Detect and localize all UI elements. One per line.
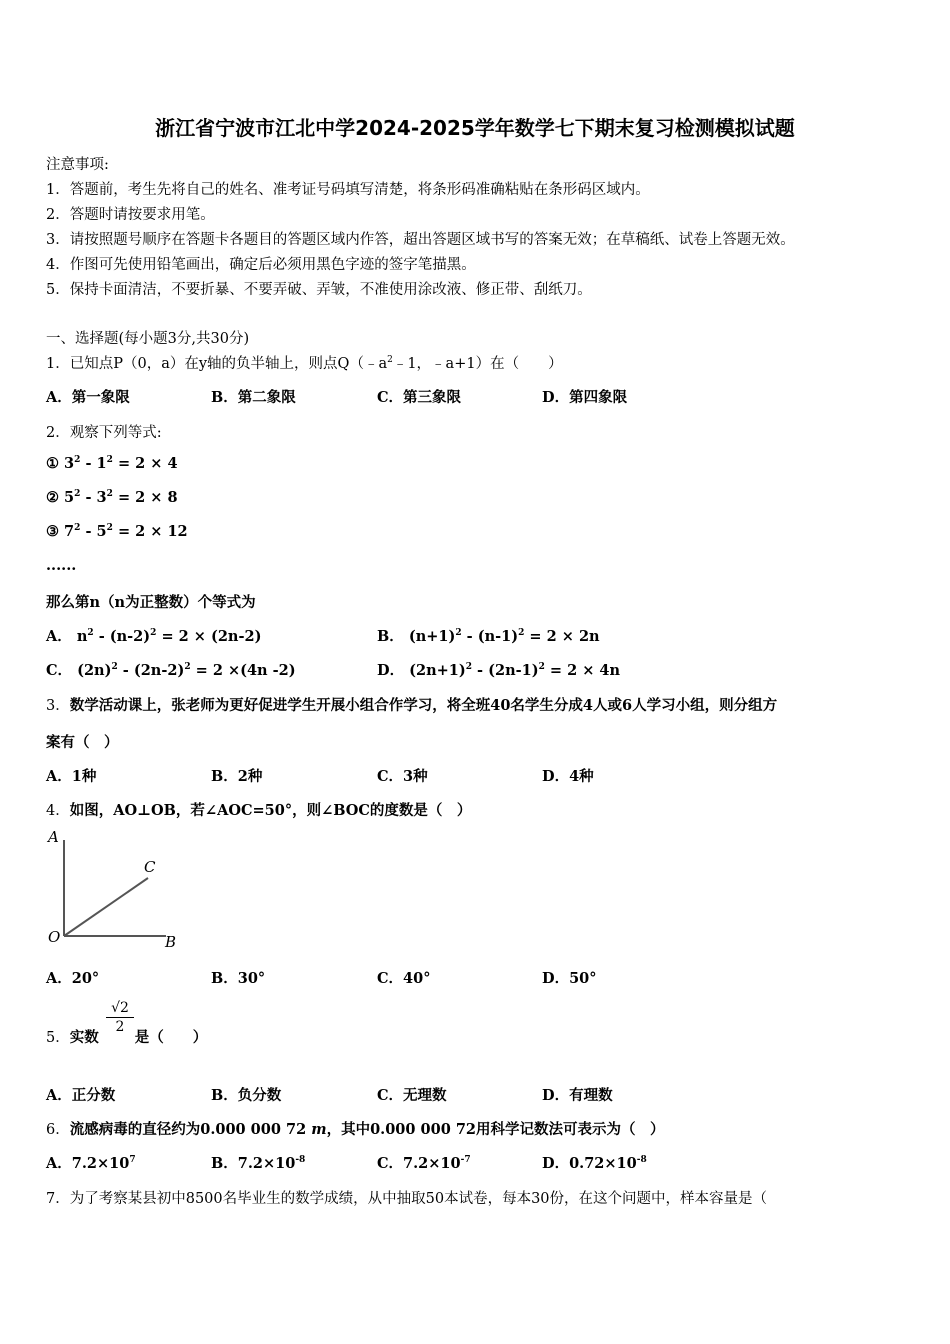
question-number: 7． [46,1191,70,1207]
notice-item-3: 3．请按照题号顺序在答题卡各题目的答题区域内作答，超出答题区域书写的答案无效；在草稿纸、试卷上答题无效。 [46,232,795,248]
q2-option-c [46,659,296,680]
eq-part: ② 5 [46,489,75,506]
q1-option-c: C．第三象限 [377,389,462,406]
exponent: 2 [150,628,157,638]
eq-part: ① 3 [46,455,75,472]
exponent: 2 [106,523,113,533]
exponent: 2 [106,455,113,465]
fraction-denominator: 2 [115,1019,125,1035]
eq-part: = 2 × 4 [112,455,178,472]
eq-part: = 2 × 2n [524,628,600,645]
q3-option-c: C．3种 [377,768,428,785]
option-label: D． [377,662,405,679]
question-number: 1． [46,356,70,372]
label-c: C [144,858,156,876]
q4-option-d: D．50° [542,970,597,987]
question-stem: 数学活动课上，张老师为更好促进学生开展小组合作学习，将全班40名学生分成4人或6人学习小组，则分组方 [69,697,778,714]
exponent: 2 [538,662,545,672]
option-label: A． [46,628,72,645]
q2-option-b [377,625,600,646]
notice-item-4: 4．作图可先使用铅笔画出，确定后必须用黑色字迹的签字笔描黑。 [46,257,476,273]
eq-part: ③ 7 [46,523,75,540]
equation-3 [46,523,188,540]
q3-option-a: A．1种 [46,768,97,785]
q6-option-d [542,1152,647,1173]
exponent: -8 [636,1155,647,1165]
eq-part: - 5 [80,523,107,540]
q1-option-a: A．第一象限 [46,389,130,406]
q5-option-c: C．无理数 [377,1087,447,1104]
q5-option-d: D．有理数 [542,1087,613,1104]
eq-part: = 2 × 12 [112,523,188,540]
q5-option-b: B．负分数 [211,1087,282,1104]
option-text: D．0.72×10 [542,1155,637,1172]
exponent: 2 [74,523,81,533]
exponent: 2 [74,455,81,465]
question-stem: 为了考察某县初中8500名毕业生的数学成绩，从中抽取50本试卷，每本30份，在这个问题中，样本容量是（ [69,1191,768,1207]
question-stem-cont: ﹣1，﹣a+1）在（ ） [392,356,563,372]
eq-part: (2n) [77,662,112,679]
question-stem: 观察下列等式: [69,425,162,441]
q6-option-a [46,1152,136,1173]
question-number: 6． [46,1122,70,1138]
exponent: 2 [106,489,113,499]
q6-option-b [211,1152,305,1173]
notice-item-5: 5．保持卡面清洁，不要折暴、不要弄破、弄皱，不准使用涂改液、修正带、刮纸刀。 [46,282,592,298]
eq-part: - (n-2) [93,628,151,645]
question-2 [46,421,162,442]
eq-part: - (n-1) [461,628,519,645]
q2-option-d [377,659,620,680]
exponent: 2 [387,355,393,365]
q4-option-a: A．20° [46,970,100,987]
eq-part: - 1 [80,455,107,472]
eq-part: = 2 ×(4n -2) [190,662,296,679]
exponent: 2 [111,662,118,672]
question-stem-cont: ，其中0.000 000 72用科学记数法可表示为（ ） [326,1121,665,1138]
eq-part: n [76,628,88,645]
q1-option-d: D．第四象限 [542,389,628,406]
question-1 [46,352,563,373]
question-stem: 已知点P（0，a）在y轴的负半轴上，则点Q（﹣a [69,356,388,372]
section-heading: 一、选择题(每小题3分,共30分) [46,331,250,347]
unit: m [311,1121,327,1138]
q3-option-b: B．2种 [211,768,263,785]
option-text: A．7.2×10 [46,1155,130,1172]
eq-part: - 3 [80,489,107,506]
label-b: B [165,933,177,951]
eq-part: - (2n-1) [472,662,539,679]
question-stem: 流感病毒的直径约为0.000 000 72 [69,1121,312,1138]
exponent: 2 [465,662,472,672]
exponent: 2 [518,628,525,638]
option-text: C．7.2×10 [377,1155,461,1172]
exponent: 2 [87,628,94,638]
exponent: 7 [129,1155,136,1165]
page-title: 浙江省宁波市江北中学2024-2025学年数学七下期末复习检测模拟试题 [155,116,795,140]
question-3 [46,694,777,715]
question-stem: 实数 [69,1029,99,1046]
q1-option-b: B．第二象限 [211,389,296,406]
question-6 [46,1118,665,1139]
q4-option-b: B．30° [211,970,266,987]
eq-part: (2n+1) [409,662,466,679]
q3-option-d: D．4种 [542,768,594,785]
exponent: -7 [460,1155,471,1165]
equation-1 [46,455,178,472]
q6-option-c [377,1152,471,1173]
eq-part: - (2n-2) [117,662,185,679]
option-label: C． [46,662,73,679]
fraction-numerator: √2 [106,1000,134,1018]
equation-2 [46,489,178,506]
exponent: 2 [184,662,191,672]
question-number: 4． [46,803,70,819]
notice-heading: 注意事项: [46,157,109,173]
angle-figure [44,828,194,953]
eq-part: = 2 × 8 [112,489,178,506]
label-a: A [48,828,59,846]
q4-option-c: C．40° [377,970,431,987]
question-stem: 如图，AO⊥OB，若∠AOC=50°，则∠BOC的度数是（ ） [69,802,472,819]
question-2-ask: 那么第n（n为正整数）个等式为 [46,594,256,611]
ellipsis: ...... [46,557,77,574]
exponent: 2 [455,628,462,638]
exponent: -8 [295,1155,306,1165]
q2-option-a [46,625,261,646]
ray-oc [64,878,148,936]
question-stem-cont: 是（ ） [134,1029,208,1046]
exponent: 2 [74,489,81,499]
question-number: 2． [46,425,70,441]
q5-option-a: A．正分数 [46,1087,116,1104]
notice-item-1: 1．答题前，考生先将自己的姓名、准考证号码填写清楚，将条形码准确粘贴在条形码区域内。 [46,182,650,198]
eq-part: = 2 × 4n [544,662,621,679]
eq-part: = 2 × (2n-2) [156,628,262,645]
question-7 [46,1187,767,1208]
label-o: O [48,928,61,946]
eq-part: (n+1) [408,628,456,645]
question-number: 3． [46,698,70,714]
option-label: B． [377,628,404,645]
question-4 [46,799,471,820]
option-text: B．7.2×10 [211,1155,296,1172]
notice-item-2: 2．答题时请按要求用笔。 [46,207,215,223]
question-number: 5． [46,1030,70,1046]
fraction-sqrt2-over-2 [106,1000,134,1035]
question-3-cont: 案有（ ） [46,734,119,751]
